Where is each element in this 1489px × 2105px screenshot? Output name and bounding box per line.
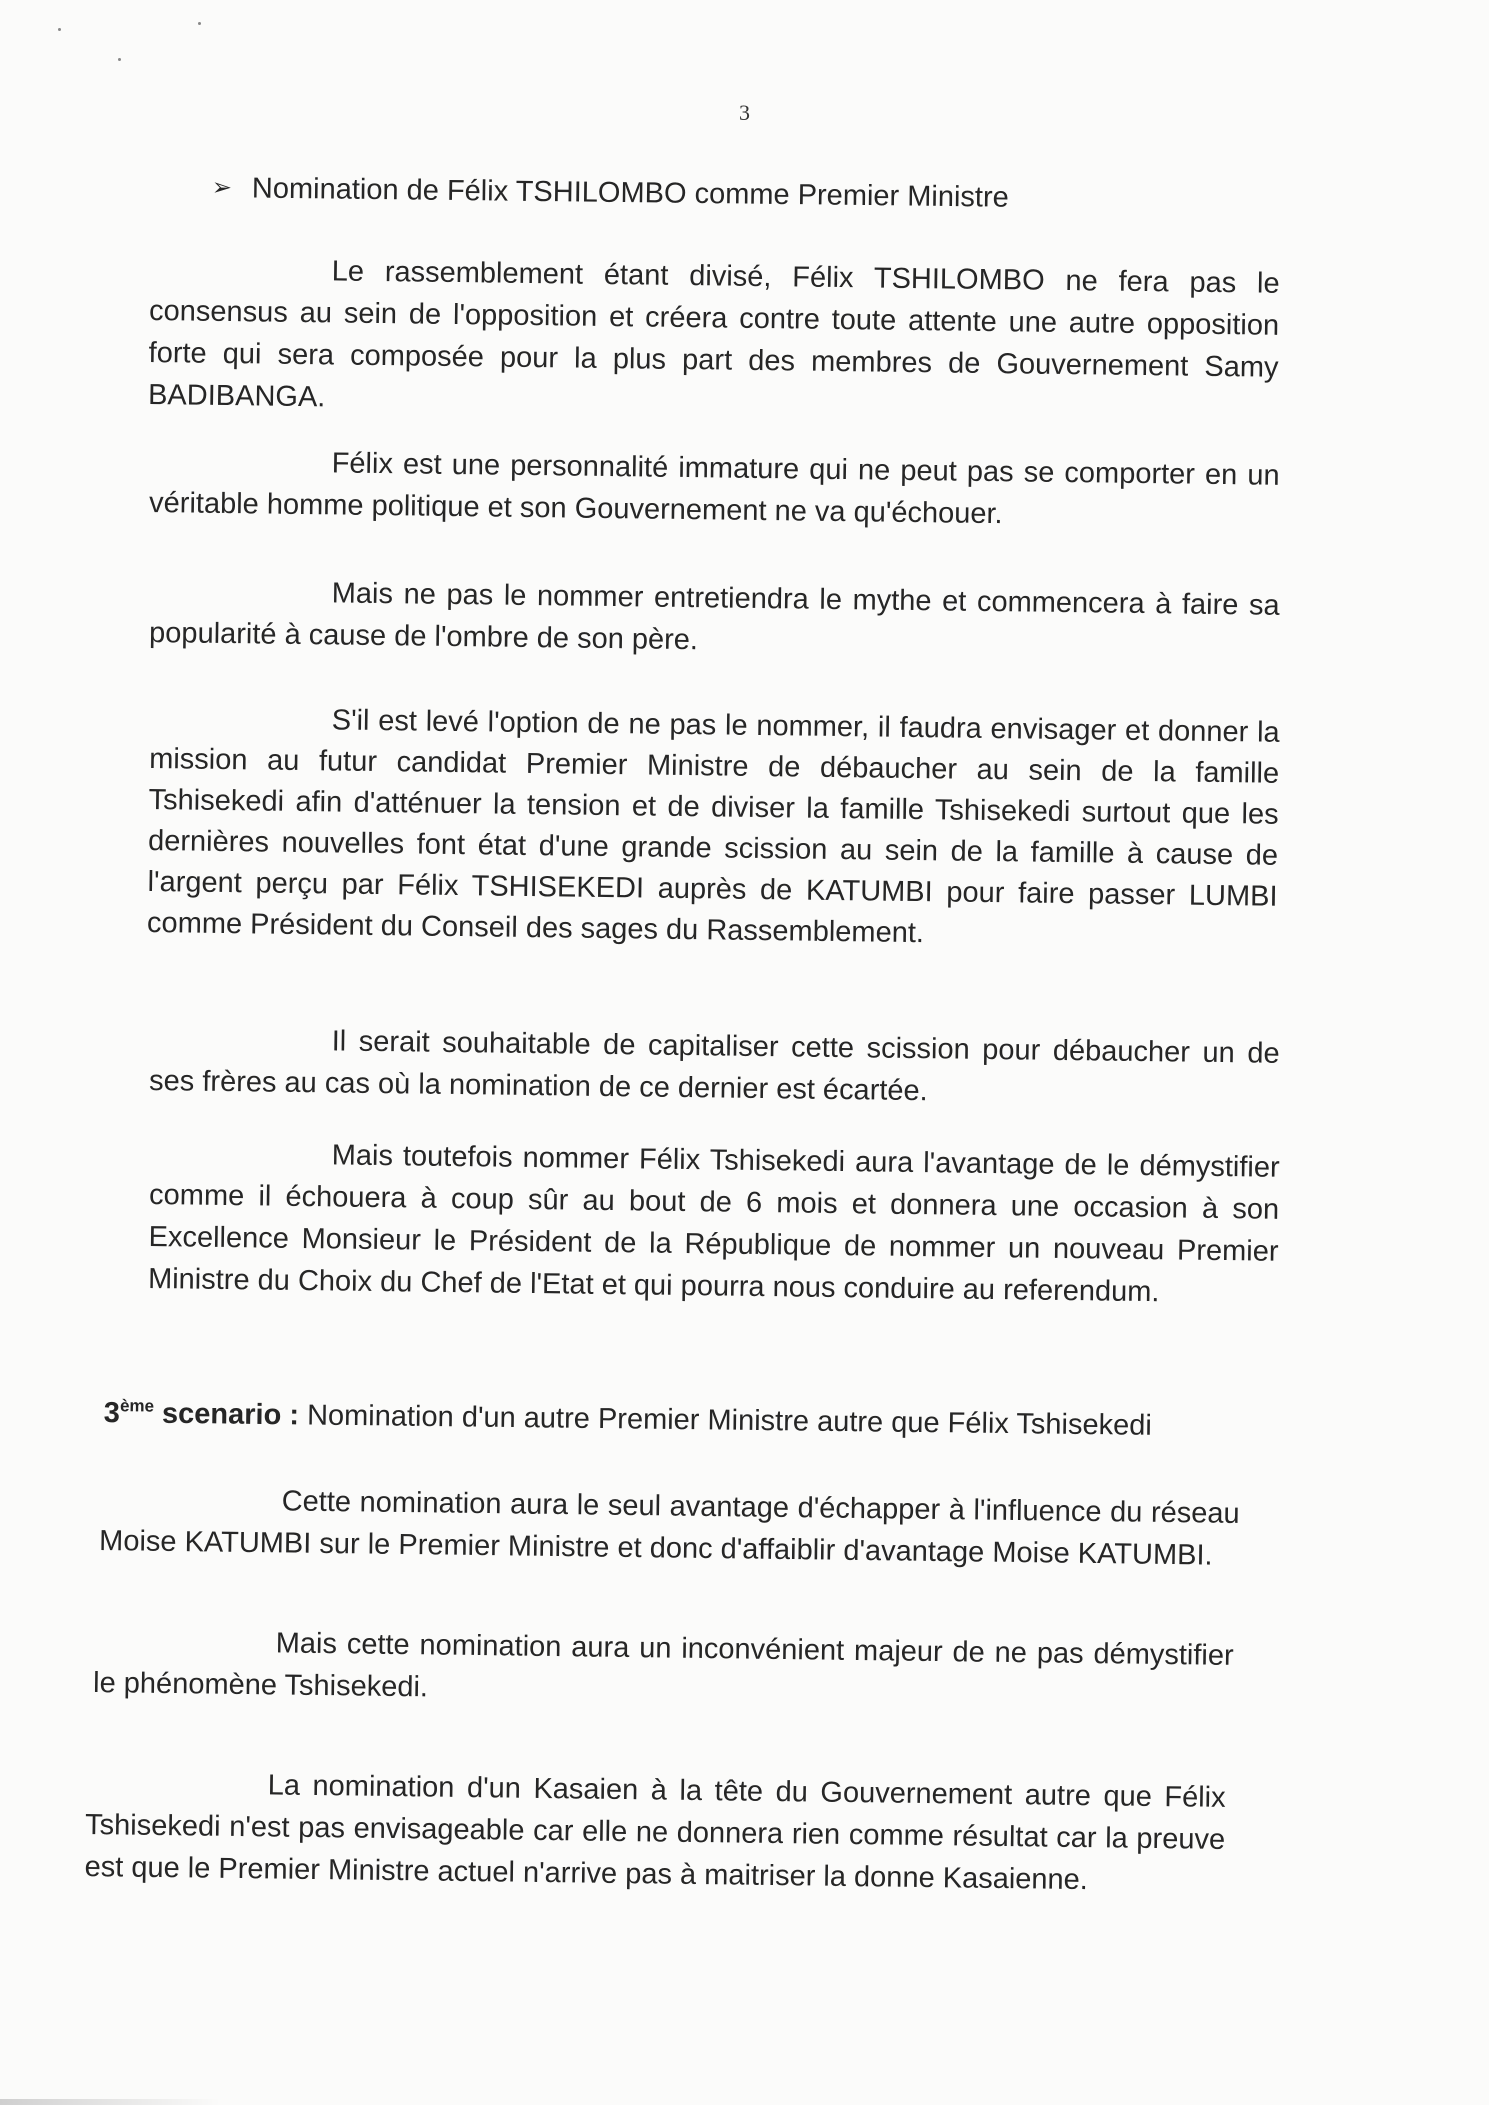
paragraph: Mais toutefois nommer Félix Tshisekedi aura l'avantage de le démystifier comme il échouera à coup sûr au bout de 6 mois et donnera une occasion à son Excellence Monsieur le Président de la République de nommer un nouveau Premier Ministre du Choix du Chef de l'Etat et qui pourra nous conduire au referendum. [147,1139,1280,1309]
arrow-bullet-icon: ➢ [211,173,233,202]
scenario-number: 3 [103,1396,121,1430]
scenario-paragraph: Cette nomination aura le seul avantage d'échapper à l'influence du réseau Moise KATUMBI sur le Premier Ministre et donc d'affaiblir d'avantage Moise KATUMBI. [98,1485,1240,1572]
bullet-heading [212,172,1312,218]
scenario-heading [104,1396,1224,1444]
paragraph: Félix est une personnalité immature qui ne peut pas se comporter en un véritable homme politique et son Gouvernement ne va qu'échouer. [148,447,1280,531]
paragraph: S'il est levé l'option de ne pas le nommer, il faudra envisager et donner la mission au futur candidat Premier Ministre de débaucher au sein de la famille Tshisekedi afin d'atténuer la tension et de diviser la famille Tshisekedi surtout que les dernières nouvelles font état d'une grande scission au sein de la famille à cause de l'argent perçu par Félix TSHISEKEDI auprès de KATUMBI pour faire passer LUMBI comme Président du Conseil des sages du Rassemblement. [146,704,1280,950]
scan-speck [58,28,61,31]
scan-edge-shadow [0,2099,220,2105]
scenario-title: Nomination d'un autre Premier Ministre autre que Félix Tshisekedi [298,1399,1152,1442]
scenario-paragraph: La nomination d'un Kasaien à la tête du Gouvernement autre que Félix Tshisekedi n'est pas envisageable car elle ne donnera rien comme résultat car la preuve est que le Premier Ministre actuel n'arrive pas à maitriser la donne Kasaienne. [84,1769,1226,1897]
scan-speck [198,22,201,25]
paragraph: Le rassemblement étant divisé, Félix TSHILOMBO ne fera pas le consensus au sein de l'opposition et créera contre toute attente une autre opposition forte qui sera composée pour la plus part des membres de Gouvernement Samy BADIBANGA. [147,255,1280,414]
paragraph: Il serait souhaitable de capitaliser cette scission pour débaucher un de ses frères au cas où la nomination de ce dernier est écartée. [148,1025,1280,1108]
scenario-ordinal-suffix: ème [119,1396,155,1416]
page-number: 3 [739,100,750,125]
scan-speck [118,58,121,61]
bullet-heading-text: Nomination de Félix TSHILOMBO comme Premier Ministre [251,172,1009,214]
scenario-label: scenario : [153,1397,300,1432]
paragraph: Mais ne pas le nommer entretiendra le mythe et commencera à faire sa popularité à cause de l'ombre de son père. [148,577,1280,657]
scenario-paragraph: Mais cette nomination aura un inconvénient majeur de ne pas démystifier le phénomène Tshisekedi. [92,1627,1234,1704]
